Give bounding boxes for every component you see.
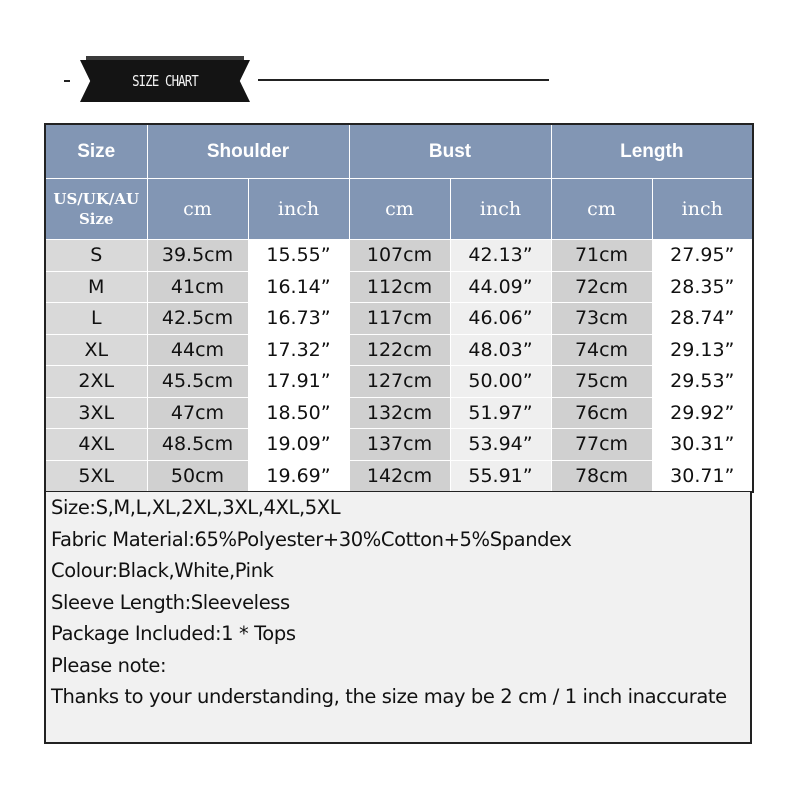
table-row <box>45 397 753 429</box>
measurement-cell: 132cm <box>349 397 450 429</box>
measurement-cell: 71cm <box>551 240 652 272</box>
measurement-cell: 74cm <box>551 334 652 366</box>
measurement-cell: 78cm <box>551 460 652 492</box>
measurement-cell: 77cm <box>551 429 652 461</box>
measurement-cell: 48.5cm <box>147 429 248 461</box>
size-cell: 5XL <box>45 460 147 492</box>
measurement-cell: 127cm <box>349 366 450 398</box>
header-length: Length <box>551 124 753 179</box>
measurement-cell: 16.14” <box>248 271 349 303</box>
measurement-cell: 42.5cm <box>147 303 248 335</box>
measurement-cell: 28.35” <box>652 271 753 303</box>
measurement-cell: 29.13” <box>652 334 753 366</box>
size-cell: 3XL <box>45 397 147 429</box>
header-bust: Bust <box>349 124 551 179</box>
table-row <box>45 271 753 303</box>
info-line: Package Included:1 * Tops <box>51 622 296 645</box>
size-cell: S <box>45 240 147 272</box>
measurement-cell: 72cm <box>551 271 652 303</box>
table-row <box>45 334 753 366</box>
measurement-cell: 45.5cm <box>147 366 248 398</box>
size-region-line1: US/UK/AU <box>53 190 140 208</box>
product-info-box <box>44 492 752 744</box>
measurement-cell: 47cm <box>147 397 248 429</box>
unit-header: inch <box>450 179 551 240</box>
header-size: Size <box>45 124 147 179</box>
info-line: Fabric Material:65%Polyester+30%Cotton+5%Spandex <box>51 527 572 551</box>
measurement-cell: 44cm <box>147 334 248 366</box>
size-cell: 4XL <box>45 429 147 461</box>
measurement-cell: 51.97” <box>450 397 551 429</box>
measurement-cell: 41cm <box>147 271 248 303</box>
measurement-cell: 73cm <box>551 303 652 335</box>
measurement-cell: 55.91” <box>450 460 551 492</box>
banner-dash-left <box>64 80 70 82</box>
measurement-cell: 19.09” <box>248 429 349 461</box>
info-line: Sleeve Length:Sleeveless <box>51 590 290 614</box>
table-row <box>45 460 753 492</box>
measurement-cell: 29.92” <box>652 397 753 429</box>
unit-header: cm <box>349 179 450 240</box>
size-table <box>44 123 754 493</box>
measurement-cell: 44.09” <box>450 271 551 303</box>
measurement-cell: 16.73” <box>248 303 349 335</box>
measurement-cell: 50.00” <box>450 366 551 398</box>
measurement-cell: 18.50” <box>248 397 349 429</box>
size-cell: XL <box>45 334 147 366</box>
measurement-cell: 27.95” <box>652 240 753 272</box>
measurement-cell: 53.94” <box>450 429 551 461</box>
table-row <box>45 429 753 461</box>
measurement-cell: 30.31” <box>652 429 753 461</box>
size-cell: M <box>45 271 147 303</box>
size-region-line2: Size <box>78 210 114 228</box>
measurement-cell: 76cm <box>551 397 652 429</box>
size-region-header <box>45 179 147 240</box>
table-row <box>45 303 753 335</box>
table-row <box>45 366 753 398</box>
table-body <box>45 240 753 493</box>
header-row <box>45 124 753 179</box>
measurement-cell: 17.91” <box>248 366 349 398</box>
unit-header-row <box>45 179 753 240</box>
measurement-cell: 15.55” <box>248 240 349 272</box>
info-line: Size:S,M,L,XL,2XL,3XL,4XL,5XL <box>51 496 341 519</box>
info-line: Colour:Black,White,Pink <box>51 559 274 582</box>
measurement-cell: 19.69” <box>248 460 349 492</box>
measurement-cell: 137cm <box>349 429 450 461</box>
measurement-cell: 48.03” <box>450 334 551 366</box>
measurement-cell: 29.53” <box>652 366 753 398</box>
unit-header: cm <box>551 179 652 240</box>
header-shoulder: Shoulder <box>147 124 349 179</box>
measurement-cell: 122cm <box>349 334 450 366</box>
unit-header: inch <box>652 179 753 240</box>
measurement-cell: 42.13” <box>450 240 551 272</box>
info-line: Please note: <box>51 653 167 677</box>
table-row <box>45 240 753 272</box>
measurement-cell: 17.32” <box>248 334 349 366</box>
measurement-cell: 107cm <box>349 240 450 272</box>
measurement-cell: 39.5cm <box>147 240 248 272</box>
measurement-cell: 117cm <box>349 303 450 335</box>
size-cell: L <box>45 303 147 335</box>
info-line: Thanks to your understanding, the size may be 2 cm / 1 inch inaccurate <box>51 685 727 708</box>
unit-header: inch <box>248 179 349 240</box>
size-chart-banner <box>80 60 250 102</box>
unit-header: cm <box>147 179 248 240</box>
size-cell: 2XL <box>45 366 147 398</box>
measurement-cell: 46.06” <box>450 303 551 335</box>
measurement-cell: 30.71” <box>652 460 753 492</box>
banner-label: SIZE CHART <box>132 72 198 90</box>
measurement-cell: 142cm <box>349 460 450 492</box>
banner-rule-right <box>258 79 549 81</box>
measurement-cell: 28.74” <box>652 303 753 335</box>
measurement-cell: 112cm <box>349 271 450 303</box>
measurement-cell: 75cm <box>551 366 652 398</box>
measurement-cell: 50cm <box>147 460 248 492</box>
